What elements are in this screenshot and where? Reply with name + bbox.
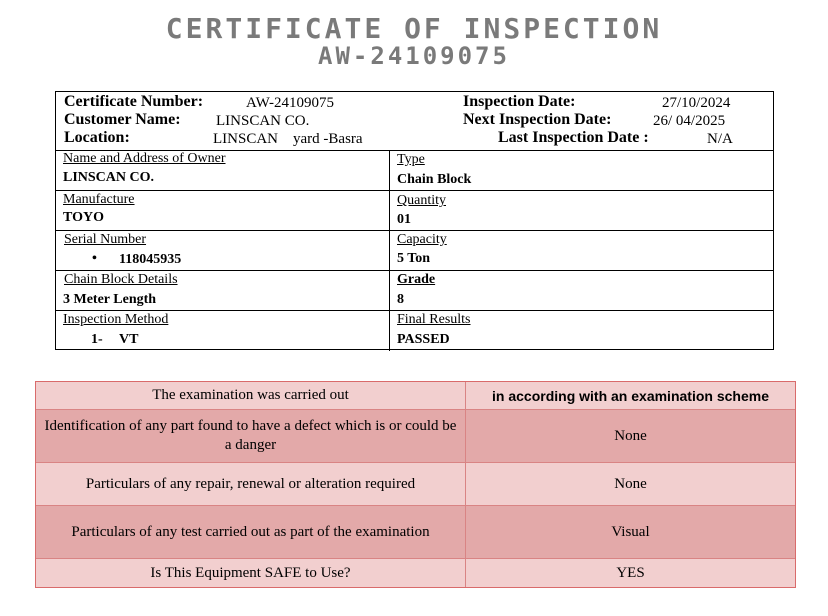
column-divider — [389, 150, 390, 351]
row-divider — [56, 190, 773, 191]
exam-row — [36, 506, 795, 559]
owner-label: Name and Address of Owner — [63, 151, 226, 166]
inspection-method-label: Inspection Method — [63, 312, 169, 327]
examination-table — [35, 381, 796, 588]
certificate-details-table — [55, 91, 774, 350]
certificate-title: CERTIFICATE OF INSPECTION — [165, 12, 663, 45]
last-inspection-value: N/A — [707, 131, 733, 147]
final-results-value: PASSED — [397, 332, 450, 347]
inspection-method-number: 1- — [91, 332, 103, 347]
certificate-header — [56, 92, 773, 151]
exam-answer: Visual — [611, 523, 650, 540]
cert-number-value: AW-24109075 — [246, 95, 334, 111]
next-inspection-label: Next Inspection Date: — [463, 111, 612, 128]
grade-label: Grade — [397, 272, 436, 287]
exam-row — [36, 382, 795, 410]
row-divider — [56, 310, 773, 311]
capacity-label: Capacity — [397, 232, 447, 247]
inspection-date-value: 27/10/2024 — [662, 95, 731, 111]
row-divider — [56, 230, 773, 231]
inspection-method-value: VT — [119, 332, 139, 347]
inspection-date-label: Inspection Date: — [463, 93, 576, 110]
exam-question: Identification of any part found to have a defect which is or could be a danger — [36, 410, 466, 462]
type-value: Chain Block — [397, 172, 472, 187]
location-label: Location: — [64, 129, 130, 146]
customer-name-value: LINSCAN CO. — [216, 113, 310, 129]
quantity-value: 01 — [397, 212, 411, 227]
exam-question: Particulars of any repair, renewal or alteration required — [36, 463, 466, 505]
certificate-code-title: AW-24109075 — [318, 42, 510, 70]
manufacture-value: TOYO — [63, 210, 104, 225]
serial-number-value: 118045935 — [119, 252, 182, 267]
exam-answer: in according with an examination scheme — [492, 387, 769, 404]
exam-question: Is This Equipment SAFE to Use? — [36, 559, 466, 587]
serial-bullet-icon: • — [92, 251, 97, 266]
exam-question: Particulars of any test carried out as part of the examination — [36, 506, 466, 558]
customer-name-label: Customer Name: — [64, 111, 181, 128]
exam-question: The examination was carried out — [36, 382, 466, 409]
row-divider — [56, 270, 773, 271]
exam-row — [36, 559, 795, 587]
type-label: Type — [397, 152, 425, 167]
chain-block-details-label: Chain Block Details — [64, 272, 178, 287]
last-inspection-label: Last Inspection Date : — [498, 129, 649, 146]
grade-value: 8 — [397, 292, 404, 307]
location-value: LINSCAN yard -Basra — [213, 131, 363, 147]
exam-answer: None — [614, 427, 647, 444]
next-inspection-value: 26/ 04/2025 — [653, 113, 726, 129]
capacity-value: 5 Ton — [397, 251, 431, 266]
manufacture-label: Manufacture — [63, 192, 135, 207]
owner-value: LINSCAN CO. — [63, 170, 155, 185]
quantity-label: Quantity — [397, 193, 446, 208]
final-results-label: Final Results — [397, 312, 471, 327]
serial-number-label: Serial Number — [64, 232, 147, 247]
exam-answer: YES — [616, 564, 645, 581]
exam-row — [36, 410, 795, 463]
cert-number-label: Certificate Number: — [64, 93, 204, 110]
exam-answer: None — [614, 475, 647, 492]
exam-row — [36, 463, 795, 506]
chain-block-details-value: 3 Meter Length — [63, 292, 157, 307]
